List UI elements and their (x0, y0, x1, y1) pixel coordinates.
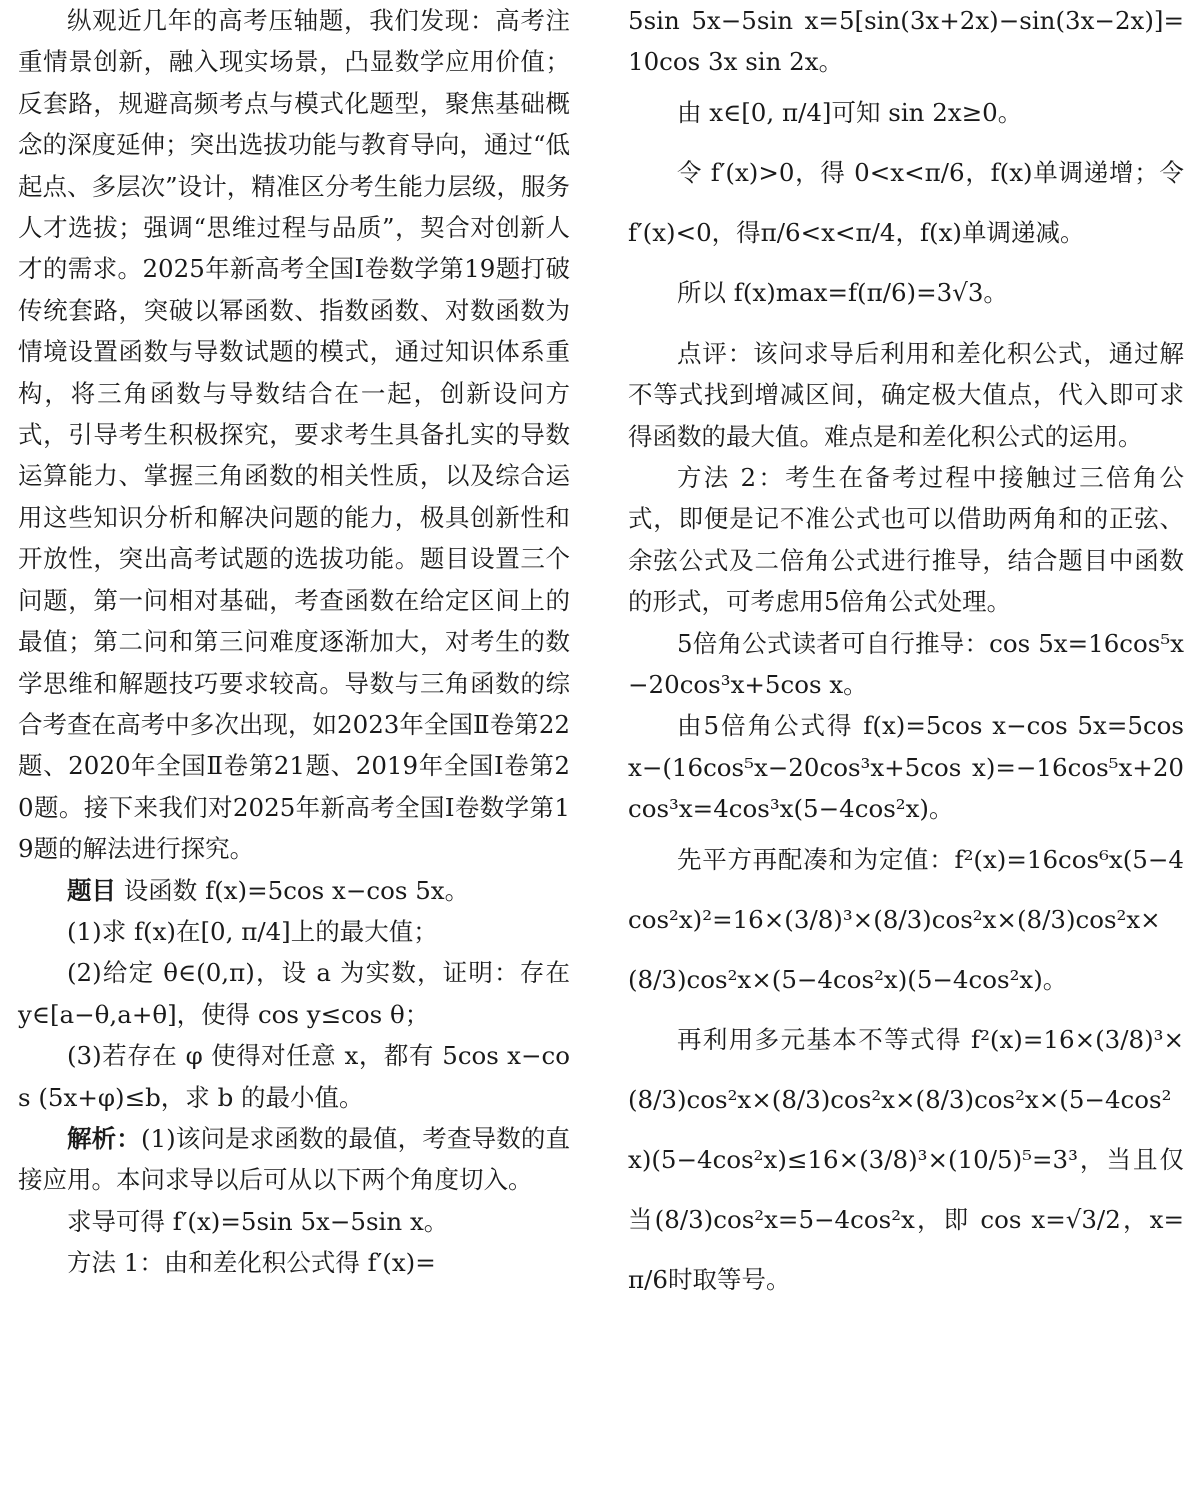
question-1: (1)求 f(x)在[0, π/4]上的最大值； (67, 916, 438, 946)
method-2-formula: 5倍角公式读者可自行推导：cos 5x=16cos⁵x−20cos³x+5cos x。 (628, 628, 1184, 700)
method-1-maximum: 所以 f(x)max=f(π/6)=3√3。 (677, 277, 1008, 307)
method-2-paragraph: 方法 2：考生在备考过程中接触过三倍角公式，即便是记不准公式也可以借助两角和的正弦、余弦公式及二倍角公式进行推导，结合题目中函数的形式，可考虑用5倍角公式处理。 (628, 463, 1184, 617)
problem-label: 题目 (67, 875, 116, 905)
solution-label: 解析： (67, 1123, 141, 1153)
method-2-derivation: 由5倍角公式得 f(x)=5cos x−cos 5x=5cos x−(16cos⁵x−20cos³x+5cos x)=−16cos⁵x+20cos³x=4cos³x(5−4cos²x)。 (628, 711, 1184, 824)
method-1-formula: 5sin 5x−5sin x=5[sin(3x+2x)−sin(3x−2x)]=10cos 3x sin 2x。 (628, 6, 1184, 77)
derivative-line: 求导可得 f′(x)=5sin 5x−5sin x。 (67, 1206, 449, 1236)
method-1-start: 方法 1：由和差化积公式得 f′(x)= (67, 1248, 436, 1278)
solution-paragraph (18, 1118, 570, 1201)
question-2: (2)给定 θ∈(0,π)，设 a 为实数，证明：存在 y∈[a−θ,a+θ]，使得 cos y≤cos θ； (18, 958, 570, 1029)
method-2-square: 先平方再配凑和为定值：f²(x)=16cos⁶x(5−4cos²x)²=16×(3/8)³×(8/3)cos²x×(8/3)cos²x×(8/3)cos²x×(5−4cos²x)(5−4cos²x)。 (628, 844, 1184, 994)
right-column (628, 0, 1184, 1310)
comment-paragraph: 点评：该问求导后利用和差化积公式，通过解不等式找到增减区间，确定极大值点，代入即可求得函数的最大值。难点是和差化积公式的运用。 (628, 338, 1184, 451)
intro-paragraph: 纵观近几年的高考压轴题，我们发现：高考注重情景创新，融入现实场景，凸显数学应用价值；反套路，规避高频考点与模式化题型，聚焦基础概念的深度延伸；突出选拔功能与教育导向，通过“低起点、多层次”设计，精准区分考生能力层级，服务人才选拔；强调“思维过程与品质”，契合对创新人才的需求。2025年新高考全国Ⅰ卷数学第19题打破传统套路，突破以幂函数、指数函数、对数函数为情境设置函数与导数试题的模式，通过知识体系重构，将三角函数与导数结合在一起，创新设问方式，引导考生积极探究，要求考生具备扎实的导数运算能力、掌握三角函数的相关性质，以及综合运用这些知识分析和解决问题的能力，极具创新性和开放性，突出高考试题的选拔功能。题目设置三个问题，第一问相对基础，考查函数在给定区间上的最值；第二问和第三问难度逐渐加大，对考生的数学思维和解题技巧要求较高。导数与三角函数的综合考查在高考中多次出现，如2023年全国Ⅱ卷第22题、2020年全国Ⅱ卷第21题、2019年全国Ⅰ卷第20题。接下来我们对2025年新高考全国Ⅰ卷数学第19题的解法进行探究。 (18, 6, 570, 864)
problem-statement (18, 870, 570, 911)
method-2-inequality: 再利用多元基本不等式得 f²(x)=16×(3/8)³×(8/3)cos²x×(8/3)cos²x×(8/3)cos²x×(5−4cos²x)(5−4cos²x)≤16×(3/8)³×(10/5)⁵=3³，当且仅当(8/3)cos²x=5−4cos²x，即 cos x=√3/2，x=π/6时取等号。 (628, 1024, 1184, 1294)
solution-text: (1)该问是求函数的最值，考查导数的直接应用。本问求导以后可从以下两个角度切入。 (18, 1123, 571, 1195)
left-column (18, 0, 570, 1284)
question-3: (3)若存在 φ 使得对任意 x，都有 5cos x−cos (5x+φ)≤b，求 b 的最小值。 (18, 1041, 570, 1112)
problem-text: 设函数 f(x)=5cos x−cos 5x。 (123, 875, 470, 905)
method-1-range: 由 x∈[0, π/4]可知 sin 2x≥0。 (677, 97, 1023, 127)
method-1-monotonicity: 令 f′(x)>0，得 0<x<π/6，f(x)单调递增；令 f′(x)<0，得π/6<x<π/4，f(x)单调递减。 (628, 157, 1184, 247)
